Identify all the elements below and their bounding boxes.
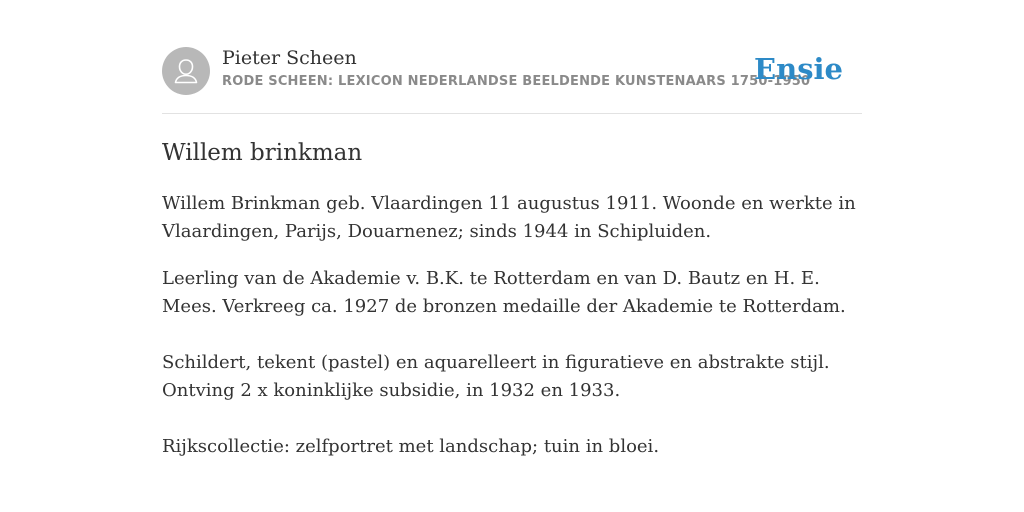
article-header — [162, 47, 862, 97]
author-name[interactable]: Pieter Scheen — [222, 47, 357, 69]
article-title: Willem brinkman — [162, 140, 363, 166]
brand-logo[interactable]: Ensie — [754, 52, 843, 86]
body-paragraph: Rijkscollectie: zelfportret met landschap; tuin in bloei. — [162, 436, 660, 457]
body-paragraph: Schildert, tekent (pastel) en aquarelleert in figuratieve en abstrakte stijl. Ontving 2 x koninklijke subsidie, in 1932 en 1933. — [162, 352, 830, 401]
article-card — [162, 0, 862, 512]
body-paragraph: Willem Brinkman geb. Vlaardingen 11 augustus 1911. Woonde en werkte in Vlaardingen, Parijs, Douarnenez; sinds 1944 in Schipluiden. — [162, 193, 856, 242]
user-icon — [162, 47, 210, 95]
source-title[interactable]: RODE SCHEEN: LEXICON NEDERLANDSE BEELDENDE KUNSTENAARS 1750-1950 — [222, 74, 811, 89]
header-divider — [162, 113, 862, 114]
author-avatar[interactable] — [162, 47, 210, 95]
article-body — [162, 190, 862, 461]
body-paragraph: Leerling van de Akademie v. B.K. te Rotterdam en van D. Bautz en H. E. Mees. Verkreeg ca. 1927 de bronzen medaille der Akademie te Rotterdam. — [162, 268, 846, 317]
